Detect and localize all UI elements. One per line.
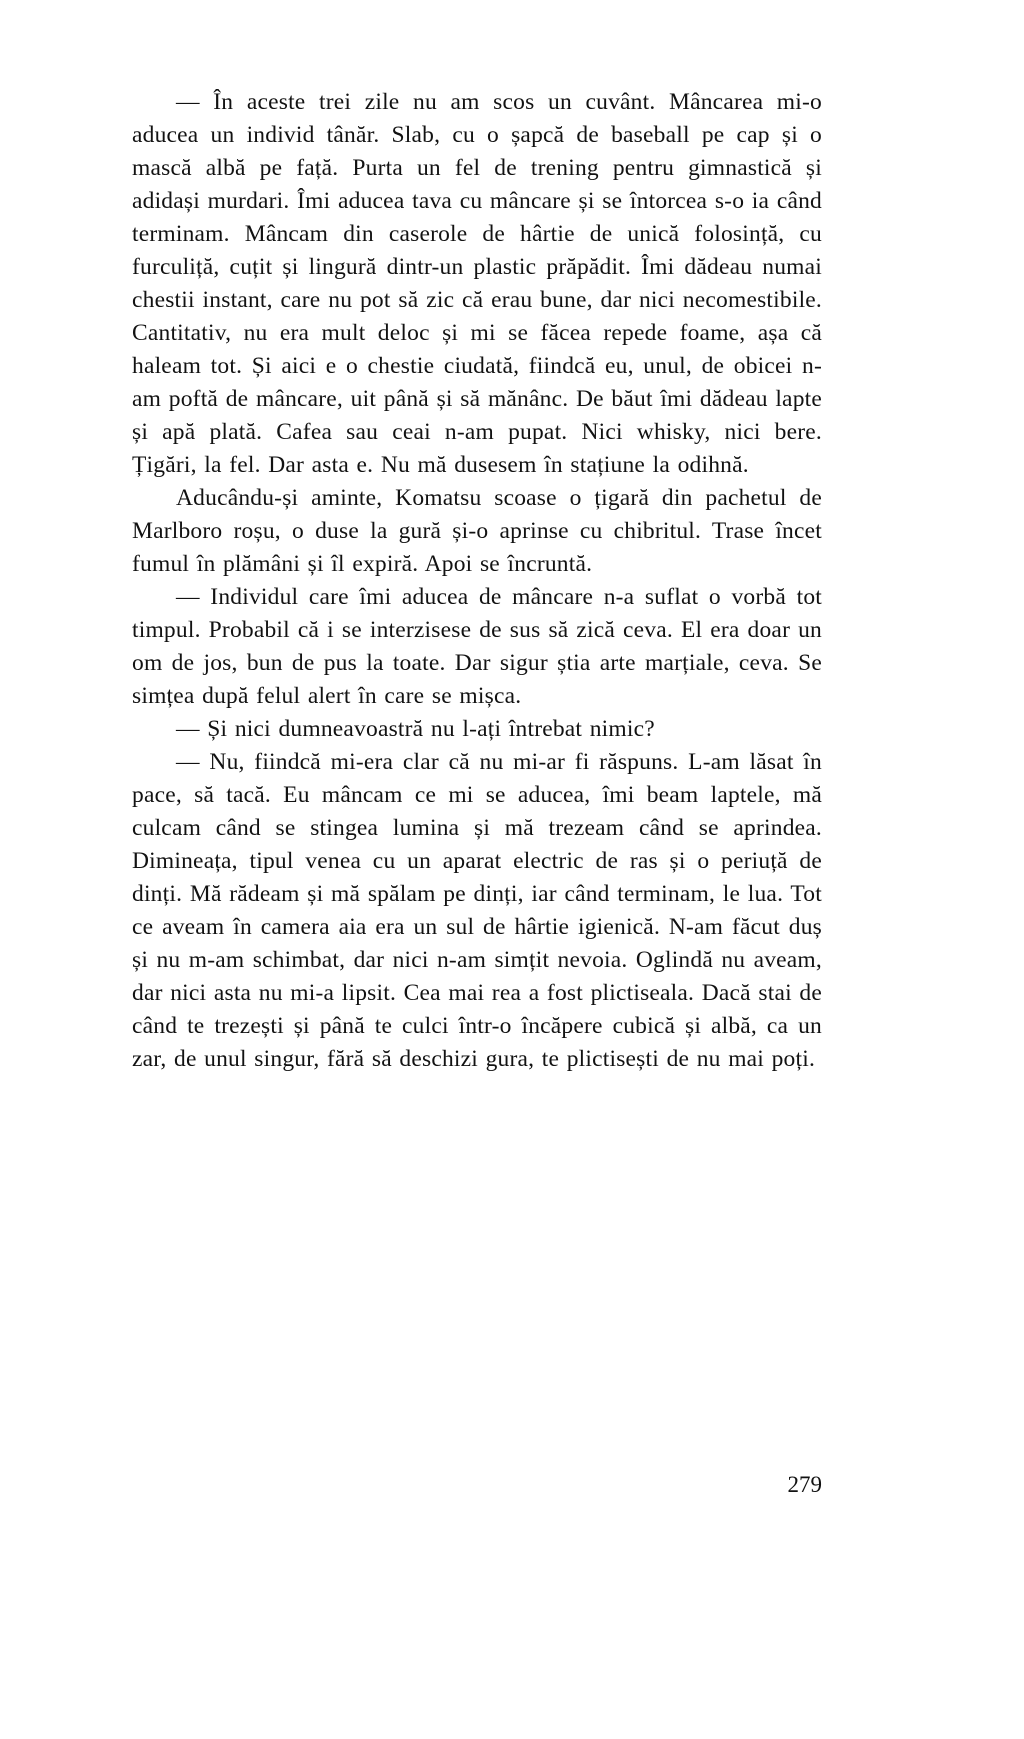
page-number: 279 bbox=[787, 1472, 822, 1497]
paragraph-dialogue-4: — Nu, fiindcă mi-era clar că nu mi-ar fi răspuns. L-am lăsat în pace, să tacă. Eu mâncam ce mi se aducea, îmi beam laptele, mă culcam când se stingea lumina și mă trezeam când se aprindea. Dimineața, tipul venea cu un aparat electric de ras și o periuță de dinți. Mă rădeam și mă spălam pe dinți, iar când terminam, le lua. Tot ce aveam în camera aia era un sul de hârtie igienică. N-am făcut duș și nu m-am schimbat, dar nici n-am simțit nevoia. Oglindă nu aveam, dar nici asta nu mi-a lipsit. Cea mai rea a fost plictiseala. Dacă stai de când te trezești și până te culci într-o încăpere cubică și albă, ca un zar, de unul singur, fără să deschizi gura, te plictisești de nu mai poți. bbox=[132, 749, 822, 1072]
paragraph-dialogue-1: — În aceste trei zile nu am scos un cuvânt. Mâncarea mi-o aducea un individ tânăr. Slab, cu o șapcă de baseball pe cap și o mască albă pe față. Purta un fel de trening pentru gimnastică și adidași murdari. Îmi aducea tava cu mâncare și se întorcea s-o ia când terminam. Mâncam din caserole de hârtie de unică folosință, cu furculiță, cuțit și lingură dintr-un plastic prăpădit. Îmi dădeau numai chestii instant, care nu pot să zic că erau bune, dar nici necomestibile. Cantitativ, nu era mult deloc și mi se făcea repede foame, așa că haleam tot. Și aici e o chestie ciudată, fiindcă eu, unul, de obicei n-am poftă de mâncare, uit până și să mănânc. De băut îmi dădeau lapte și apă plată. Cafea sau ceai n-am pupat. Nici whisky, nici bere. Țigări, la fel. Dar asta e. Nu mă dusesem în stațiune la odihnă. bbox=[132, 89, 822, 478]
body-text bbox=[132, 86, 822, 1076]
paragraph-dialogue-3: — Și nici dumneavoastră nu l-ați întrebat nimic? bbox=[176, 716, 655, 742]
paragraph-narration-1: Aducându-și aminte, Komatsu scoase o țigară din pachetul de Marlboro roșu, o duse la gură și-o aprinse cu chibritul. Trase încet fumul în plămâni și îl expiră. Apoi se încruntă. bbox=[132, 485, 822, 577]
paragraph-dialogue-2: — Individul care îmi aducea de mâncare n-a suflat o vorbă tot timpul. Probabil că i se interzisese de sus să zică ceva. El era doar un om de jos, bun de pus la toate. Dar sigur știa arte marțiale, ceva. Se simțea după felul alert în care se mișca. bbox=[132, 584, 822, 709]
